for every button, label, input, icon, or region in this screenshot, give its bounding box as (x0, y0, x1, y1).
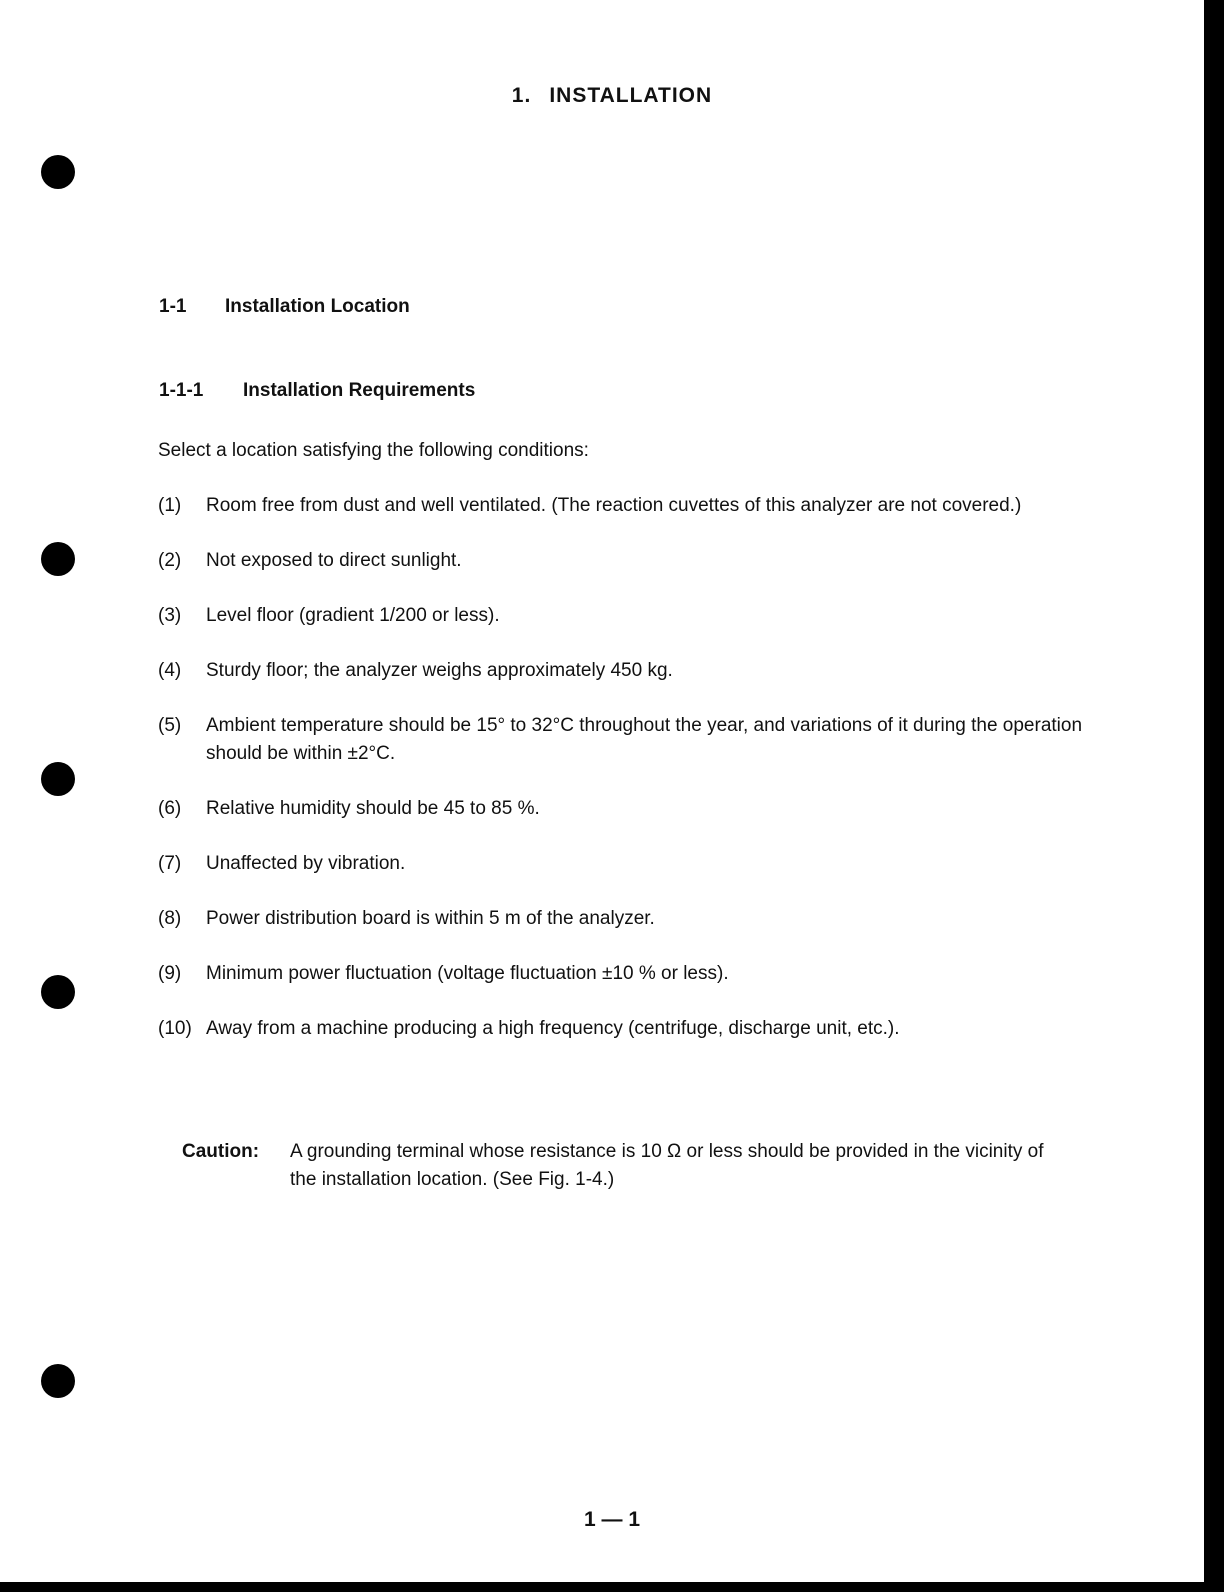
requirement-number: (1) (158, 495, 182, 516)
caution-label: Caution: (182, 1141, 260, 1162)
section-number: 1-1 (159, 296, 187, 317)
requirement-item (158, 547, 1088, 575)
chapter-title-text: INSTALLATION (549, 84, 713, 107)
page-number: 1 — 1 (583, 1508, 641, 1531)
binder-hole-3 (41, 762, 75, 796)
requirement-text: Room free from dust and well ventilated. (The reaction cuvettes of this analyzer are not covered.) (206, 495, 1022, 516)
requirement-text: Power distribution board is within 5 m of the analyzer. (206, 908, 655, 929)
requirement-number: (5) (158, 715, 182, 736)
requirement-item (158, 960, 1088, 988)
requirement-number: (9) (158, 963, 182, 984)
binder-hole-1 (41, 155, 75, 189)
requirement-text: Minimum power fluctuation (voltage fluctuation ±10 % or less). (206, 963, 729, 984)
subsection-heading (159, 380, 475, 402)
requirement-number: (3) (158, 605, 182, 626)
requirement-item (158, 602, 1088, 630)
requirement-item (158, 795, 1088, 823)
requirement-number: (4) (158, 660, 182, 681)
binder-hole-5 (41, 1364, 75, 1398)
requirement-number: (10) (158, 1018, 192, 1039)
requirement-number: (2) (158, 550, 182, 571)
requirement-item (158, 492, 1088, 520)
requirement-number: (6) (158, 798, 182, 819)
chapter-title (0, 84, 1224, 108)
section-title: Installation Location (225, 296, 410, 317)
requirement-item (158, 850, 1088, 878)
requirements-list (158, 492, 1088, 1070)
binder-hole-2 (41, 542, 75, 576)
section-heading (159, 296, 410, 318)
caution-note (182, 1138, 1062, 1194)
chapter-number: 1. (511, 84, 532, 107)
requirement-item (158, 657, 1088, 685)
requirement-number: (8) (158, 908, 182, 929)
subsection-title: Installation Requirements (243, 380, 476, 401)
caution-text: A grounding terminal whose resistance is 10 Ω or less should be provided in the vicinity of the installation location. (See Fig. 1-4.) (290, 1141, 1044, 1190)
requirement-item (158, 905, 1088, 933)
requirement-text: Away from a machine producing a high frequency (centrifuge, discharge unit, etc.). (206, 1018, 900, 1039)
binder-hole-4 (41, 975, 75, 1009)
requirement-text: Relative humidity should be 45 to 85 %. (206, 798, 540, 819)
requirement-item (158, 712, 1088, 768)
requirement-text: Unaffected by vibration. (206, 853, 406, 874)
intro-paragraph: Select a location satisfying the following conditions: (158, 440, 589, 461)
requirement-number: (7) (158, 853, 182, 874)
requirement-item (158, 1015, 1088, 1043)
subsection-number: 1-1-1 (159, 380, 204, 401)
scan-edge-right (1204, 0, 1224, 1592)
scan-edge-bottom (0, 1582, 1224, 1592)
requirement-text: Sturdy floor; the analyzer weighs approximately 450 kg. (206, 660, 673, 681)
requirement-text: Ambient temperature should be 15° to 32°C throughout the year, and variations of it during the operation should be within ±2°C. (206, 715, 1083, 764)
requirement-text: Not exposed to direct sunlight. (206, 550, 462, 571)
requirement-text: Level floor (gradient 1/200 or less). (206, 605, 500, 626)
